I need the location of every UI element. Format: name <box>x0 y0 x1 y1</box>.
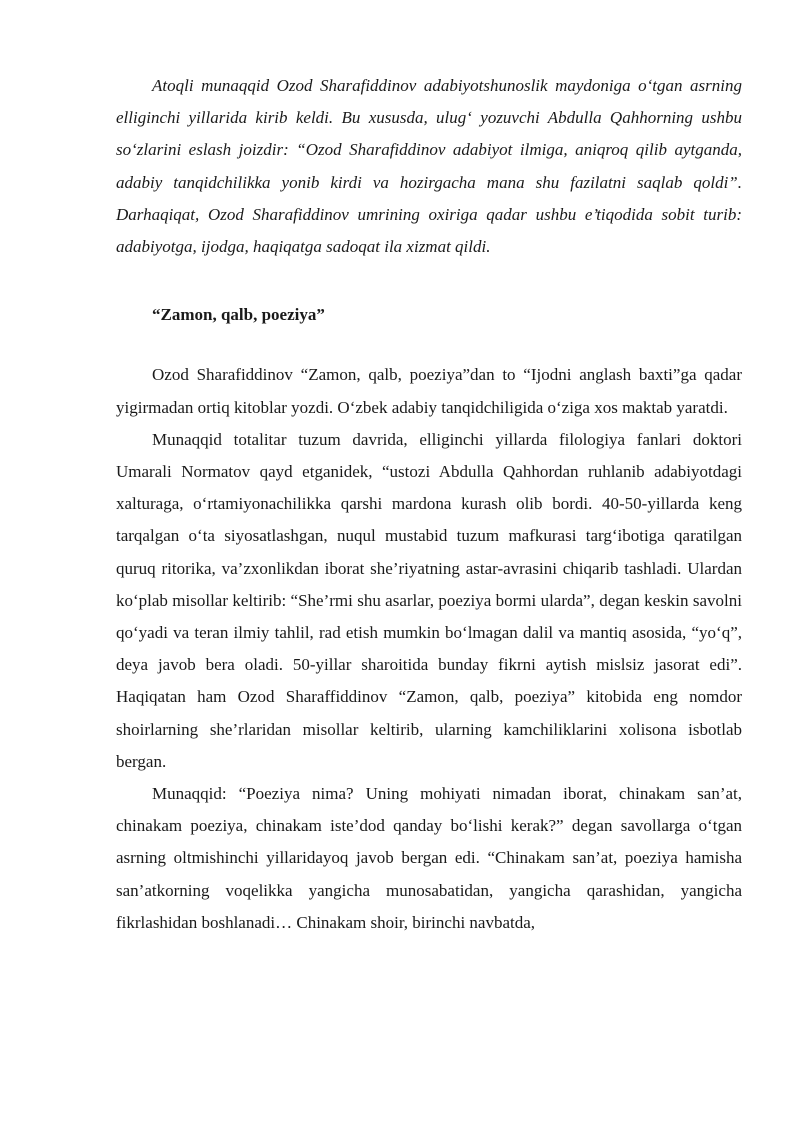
document-page <box>116 70 742 939</box>
body-paragraph-2: Munaqqid totalitar tuzum davrida, elliginchi yillarda filologiya fanlari doktori Umarali Normatov qayd etganidek, “ustozi Abdulla Qahhordan ruhlanib adabiyotdagi xalturaga, o‘rtamiyonachilikka qarshi mardona kurash olib bordi. 40-50-yillarda keng tarqalgan o‘ta siyosatlashgan, nuqul mustabid tuzum mafkurasi targ‘ibotiga qaratilgan quruq ritorika, va’zxonlikdan iborat she’riyatning astar-avrasini chiqarib tashladi. Ulardan ko‘plab misollar keltirib: “She’rmi shu asarlar, poeziya bormi ularda”, degan keskin savolni qo‘yadi va teran ilmiy tahlil, rad etish mumkin bo‘lmagan dalil va mantiq asosida, “yo‘q”, deya javob bera oladi. 50-yillar sharoitida bunday fikrni aytish mislsiz jasorat edi”. Haqiqatan ham Ozod Sharaffiddinov “Zamon, qalb, poeziya” kitobida eng nomdor shoirlarning she’rlaridan misollar keltirib, ularning kamchiliklarini xolisona isbotlab bergan. <box>116 429 742 771</box>
body-paragraph-3: Munaqqid: “Poeziya nima? Uning mohiyati nimadan iborat, chinakam san’at, chinakam poeziya, chinakam iste’dod qanday bo‘lishi kerak?” degan savollarga o‘tgan asrning oltmishinchi yillaridayoq javob bergan edi. “Chinakam san’at, poeziya hamisha san’atkorning voqelikka yangicha munosabatidan, yangicha qarashidan, yangicha fikrlashidan boshlanadi… Chinakam shoir, birinchi navbatda, <box>116 784 742 932</box>
intro-paragraph: Atoqli munaqqid Ozod Sharafiddinov adabiyotshunoslik maydoniga o‘tgan asrning elliginchi yillarida kirib keldi. Bu xususda, ulug‘ yozuvchi Abdulla Qahhorning ushbu so‘zlarini eslash joizdir: “Ozod Sharafiddinov adabiyot ilmiga, aniqroq qilib aytganda, adabiy tanqidchilikka yonib kirdi va hozirgacha mana shu fazilatni saqlab qoldi”. Darhaqiqat, Ozod Sharafiddinov umrining oxiriga qadar ushbu e’tiqodida sobit turib: adabiyotga, ijodga, haqiqatga sadoqat ila xizmat qildi. <box>116 76 742 257</box>
body-paragraph-1: Ozod Sharafiddinov “Zamon, qalb, poeziya”dan to “Ijodni anglash baxti”ga qadar yigirmadan ortiq kitoblar yozdi. O‘zbek adabiy tanqidchiligida o‘ziga xos maktab yaratdi. <box>116 365 742 417</box>
section-heading: “Zamon, qalb, poeziya” <box>152 305 325 325</box>
